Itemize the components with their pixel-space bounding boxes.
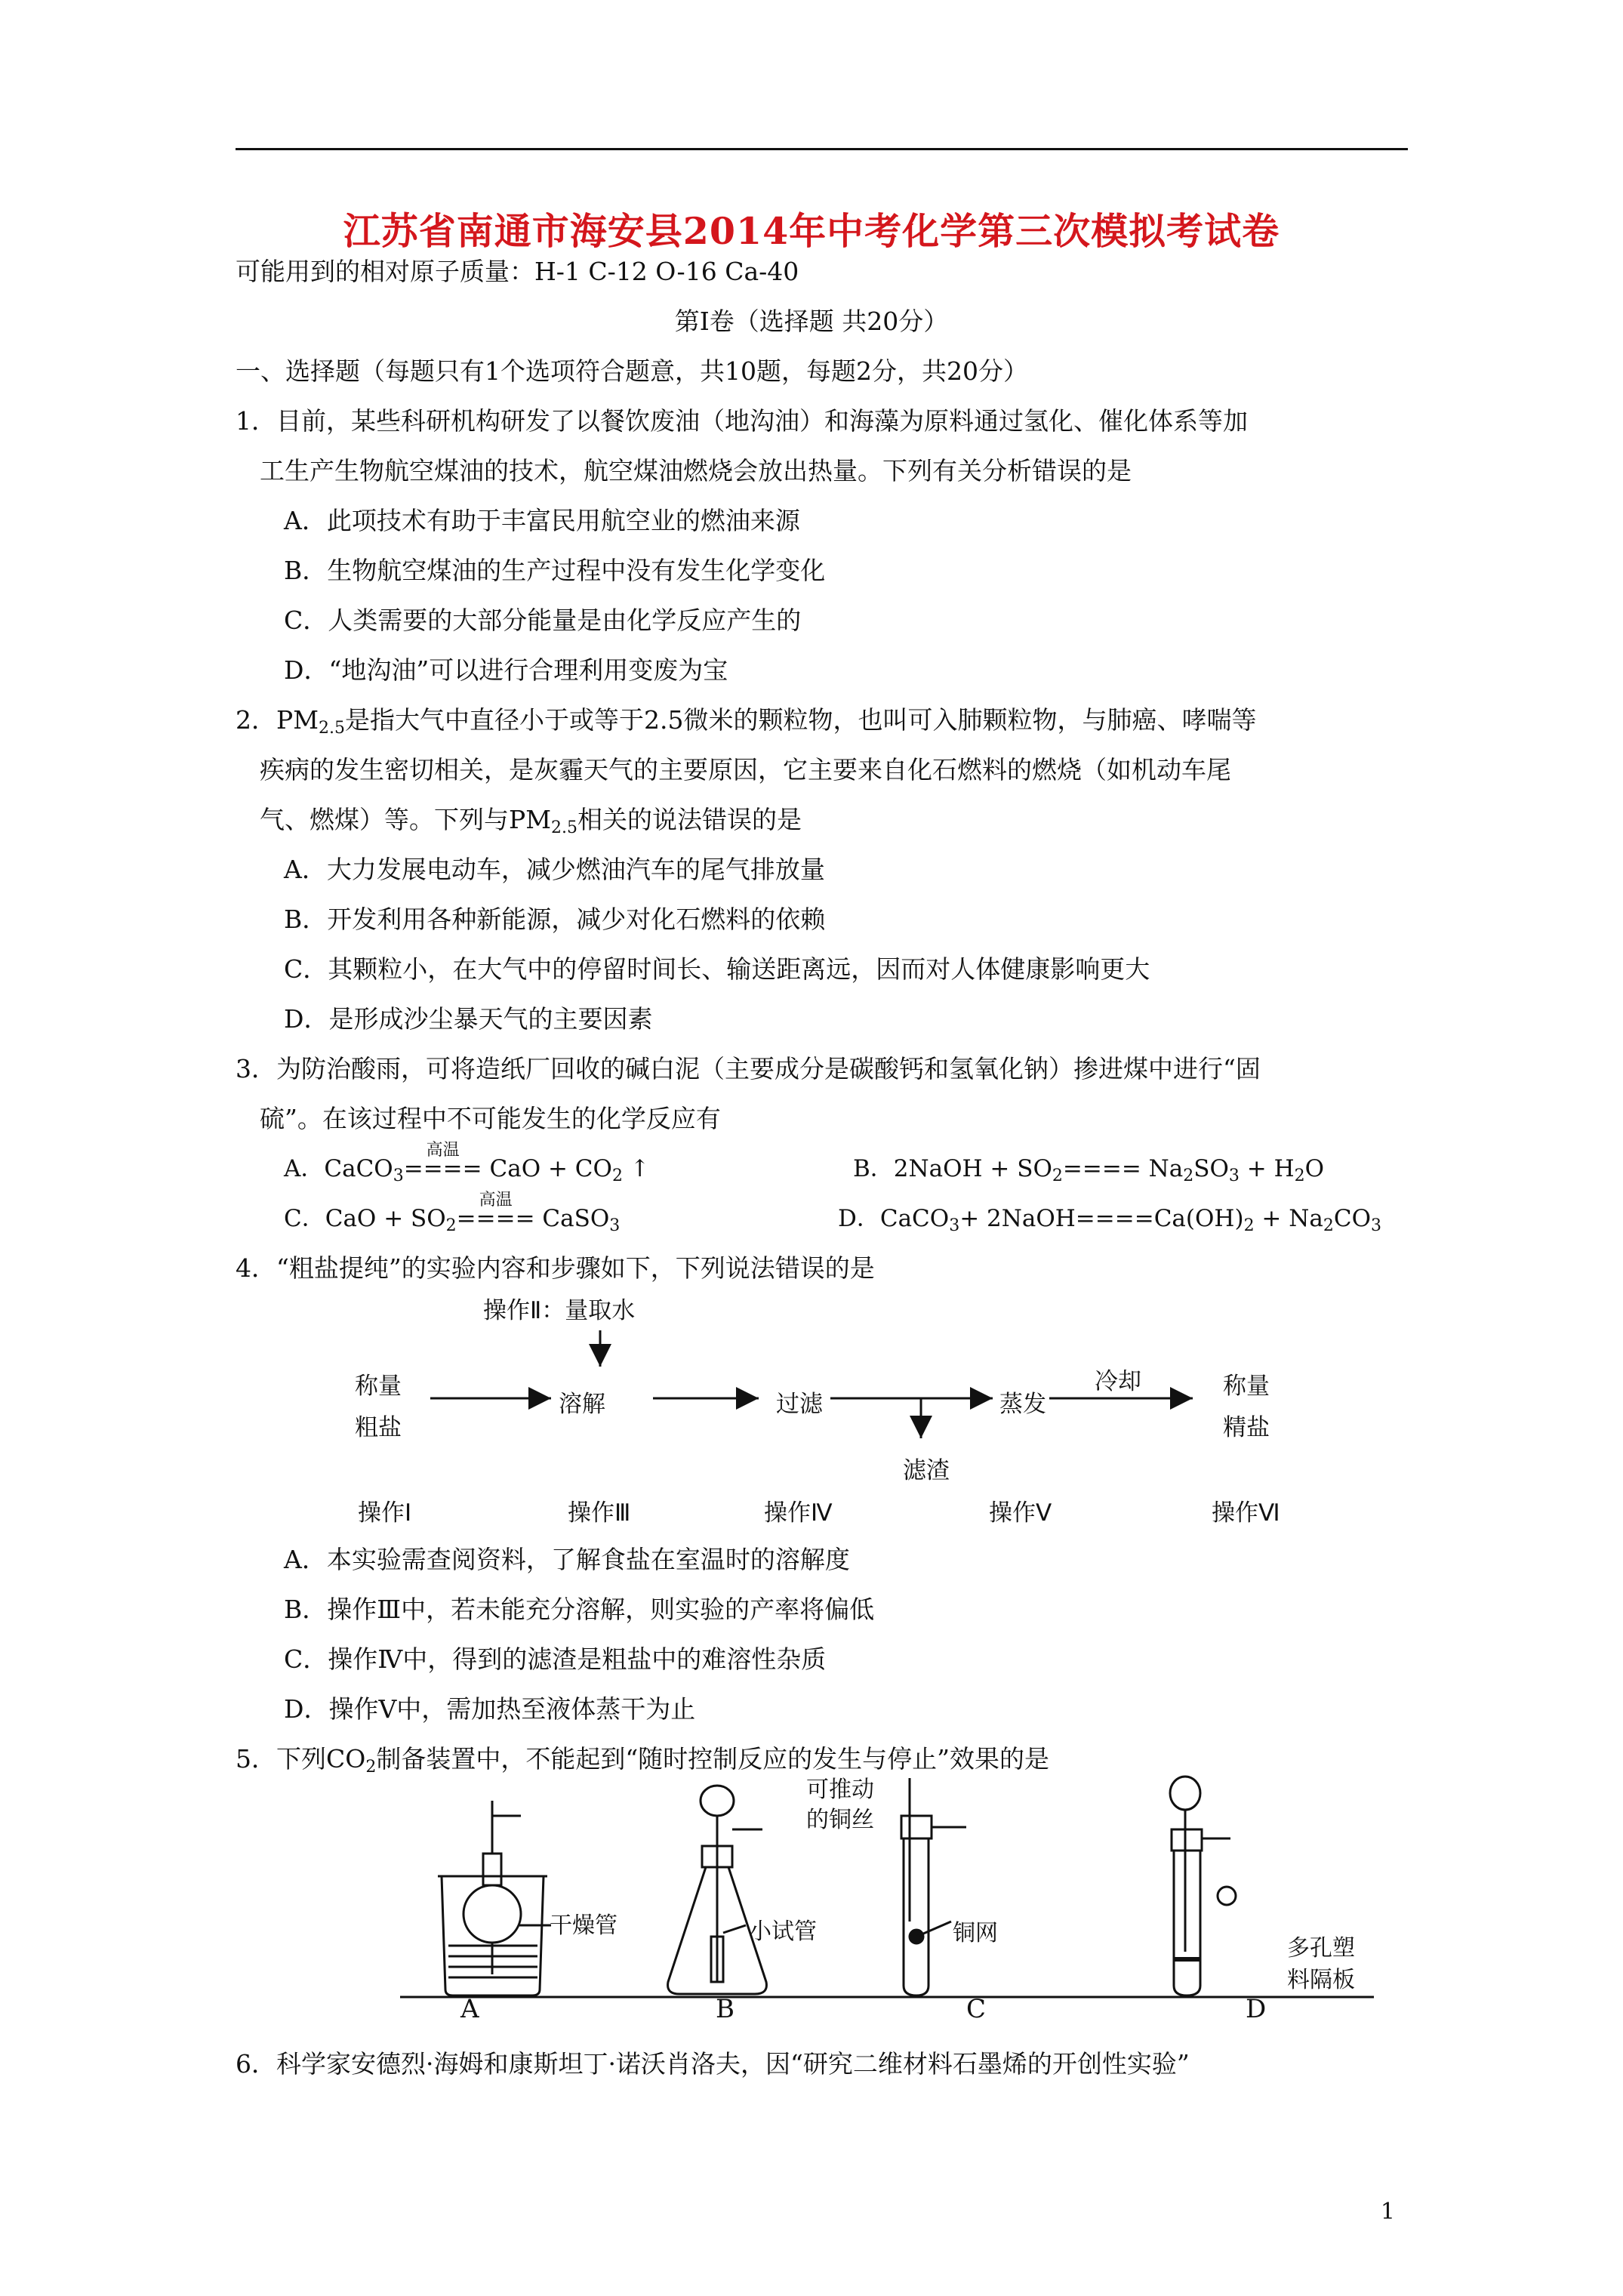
header-rule (236, 148, 1408, 150)
q4-option-b: B．操作Ⅲ中，若未能充分溶解，则实验的产率将偏低 (284, 1595, 875, 1624)
q2-option-a: A．大力发展电动车，减少燃油汽车的尾气排放量 (284, 855, 825, 884)
q2-option-b: B．开发利用各种新能源，减少对化石燃料的依赖 (284, 905, 826, 934)
q5-stem: 5．下列$CO_2$制备装置中，不能起到“随时控制反应的发生与停止”效果的是 (236, 1744, 1050, 1777)
apparatus-c-label: C (966, 1994, 987, 2024)
op2-label: 操作Ⅱ：量取水 (483, 1297, 636, 1324)
condition-label: 高温 (426, 1141, 460, 1160)
apparatus-drawing (400, 1771, 1381, 2020)
q4-stem: 4．“粗盐提纯”的实验内容和步骤如下，下列说法错误的是 (236, 1253, 875, 1283)
q2-option-c: C．其颗粒小，在大气中的停留时间长、输送距离远，因而对人体健康影响更大 (284, 954, 1150, 984)
crude-salt-label: 粗盐 (355, 1414, 402, 1441)
atomic-masses: 可能用到的相对原子质量：H-1 C-12 O-16 Ca-40 (236, 257, 799, 286)
exam-title: 江苏省南通市海安县2014年中考化学第三次模拟考试卷 (343, 209, 1280, 253)
q2-stem-2: 疾病的发生密切相关，是灰霾天气的主要原因，它主要来自化石燃料的燃烧（如机动车尾 (260, 755, 1231, 784)
plate-label-2: 料隔板 (1287, 1967, 1355, 1993)
q4-option-d: D．操作Ⅴ中，需加热至液体蒸干为止 (284, 1694, 696, 1724)
dry-tube-label: 干燥管 (550, 1912, 617, 1939)
co2-apparatus-figure (400, 1771, 1381, 2024)
op6-label: 操作Ⅵ (1212, 1499, 1280, 1527)
residue-label: 滤渣 (903, 1457, 950, 1484)
q1-option-c: C．人类需要的大部分能量是由化学反应产生的 (284, 606, 802, 635)
condition-label: 高温 (479, 1191, 513, 1210)
copper-wire-label-2: 的铜丝 (806, 1807, 874, 1833)
op3-label: 操作Ⅲ (568, 1499, 631, 1527)
q1-stem-1: 1．目前，某些科研机构研发了以餐饮废油（地沟油）和海藻为原料通过氢化、催化体系等加 (236, 406, 1248, 436)
op1-label: 操作Ⅰ (358, 1499, 412, 1527)
apparatus-b-label: B (716, 1994, 735, 2024)
filter-label: 过滤 (776, 1391, 823, 1418)
weigh-label: 称量 (355, 1373, 402, 1400)
page-number: 1 (1380, 2199, 1395, 2225)
q2-stem-3: 气、燃煤）等。下列与$PM_{2.5}$相关的说法错误的是 (260, 805, 802, 837)
q3-stem-1: 3．为防治酸雨，可将造纸厂回收的碱白泥（主要成分是碳酸钙和氢氧化钠）掺进煤中进行“固 (236, 1054, 1261, 1083)
q6-stem: 6．科学家安德烈·海姆和康斯坦丁·诺沃肖洛夫，因“研究二维材料石墨烯的开创性实验” (236, 2049, 1190, 2079)
evaporate-label: 蒸发 (999, 1391, 1046, 1418)
weigh2-label: 称量 (1223, 1373, 1270, 1400)
dissolve-label: 溶解 (559, 1391, 605, 1418)
part-heading: 一、选择题（每题只有1个选项符合题意，共10题，每题2分，共20分） (236, 356, 1028, 386)
copper-mesh-label: 铜网 (953, 1920, 998, 1946)
apparatus-d-label: D (1246, 1994, 1267, 2024)
q1-option-a: A．此项技术有助于丰富民用航空业的燃油来源 (284, 506, 800, 535)
small-tube-label: 小试管 (749, 1918, 817, 1945)
q1-option-d: D．“地沟油”可以进行合理利用变废为宝 (284, 655, 728, 685)
q4-option-c: C．操作Ⅳ中，得到的滤渣是粗盐中的难溶性杂质 (284, 1644, 827, 1674)
q3-option-d: D．CaCO$_3$+ $2NaOH====Ca(OH)_2 + Na_2CO_3$ (838, 1205, 1381, 1235)
apparatus-a-label: A (460, 1994, 479, 2024)
q2-option-d: D．是形成沙尘暴天气的主要因素 (284, 1004, 653, 1034)
cool-label: 冷却 (1095, 1368, 1141, 1395)
refined-salt-label: 精盐 (1223, 1414, 1270, 1441)
copper-wire-label-1: 可推动 (806, 1777, 874, 1803)
plate-label-1: 多孔塑 (1287, 1935, 1355, 1962)
q3-option-b: B．2NaOH + $SO_2==== Na_2SO_3 + H_2O$ (853, 1155, 1325, 1185)
q4-option-a: A．本实验需查阅资料，了解食盐在室温时的溶解度 (284, 1545, 850, 1574)
salt-purification-flowchart (332, 1291, 1313, 1533)
q3-stem-2: 硫”。在该过程中不可能发生的化学反应有 (260, 1104, 721, 1133)
op5-label: 操作Ⅴ (989, 1499, 1052, 1527)
q2-stem-1: 2．$PM_{2.5}$是指大气中直径小于或等于2.5微米的颗粒物，也叫可入肺颗粒物，与肺癌、哮喘等 (236, 705, 1257, 738)
section-title: 第Ⅰ卷（选择题 共20分） (674, 307, 949, 336)
q3-option-c: C．CaO + $SO_2$ 高温 ==== CaSO$_3$ (284, 1203, 620, 1234)
q1-stem-2: 工生产生物航空煤油的技术，航空煤油燃烧会放出热量。下列有关分析错误的是 (260, 456, 1132, 485)
op4-label: 操作Ⅳ (764, 1499, 833, 1527)
q1-option-b: B．生物航空煤油的生产过程中没有发生化学变化 (284, 556, 826, 585)
q3-option-a: A．CaCO$_3$ 高温 ==== CaO + $CO_2$ ↑ (284, 1154, 650, 1184)
